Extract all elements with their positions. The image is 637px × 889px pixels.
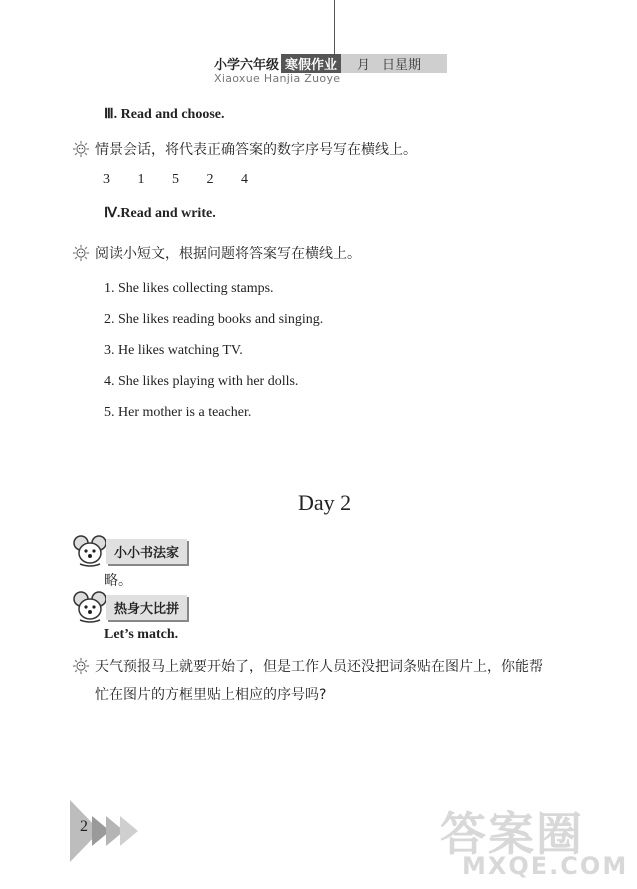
calligraphy-label: 小小书法家 xyxy=(106,539,187,564)
header-homework: 寒假作业 xyxy=(281,54,341,73)
warmup-instruction-line2: 忙在图片的方框里贴上相应的序号吗? xyxy=(95,687,327,703)
mouse-mascot-icon xyxy=(72,534,108,568)
section3-instruction-text: 情景会话，将代表正确答案的数字序号写在横线上。 xyxy=(95,142,417,158)
answer-line-2: 2. She likes reading books and singing. xyxy=(104,312,324,327)
header-pinyin: Xiaoxue Hanjia Zuoye xyxy=(214,72,341,85)
warmup-badge xyxy=(72,590,187,624)
answer-item: 3 xyxy=(103,172,110,187)
watermark: 答案圈 xyxy=(440,807,584,861)
header-day-week: 日星期 xyxy=(382,57,422,73)
header-month: 月 xyxy=(357,57,371,73)
warmup-instruction xyxy=(72,656,543,676)
warmup-title: Let’s match. xyxy=(104,627,179,642)
section4-instruction xyxy=(72,243,361,263)
answer-line-3: 3. He likes watching TV. xyxy=(104,343,243,358)
sun-icon xyxy=(72,140,90,158)
header-grade: 小学六年级 xyxy=(214,57,280,73)
section4-title: Ⅳ.Read and write. xyxy=(104,206,216,221)
section4-instruction-text: 阅读小短文，根据问题将答案写在横线上。 xyxy=(95,246,361,262)
calligraphy-answer: 略。 xyxy=(104,573,132,589)
section3-title: Ⅲ. Read and choose. xyxy=(104,107,225,122)
calligraphy-badge xyxy=(72,534,187,568)
watermark-url: MXQE.COM xyxy=(462,852,629,880)
warmup-label: 热身大比拼 xyxy=(106,595,187,620)
page-number: 2 xyxy=(80,818,88,835)
answer-item: 1 xyxy=(137,172,145,187)
answer-item: 4 xyxy=(241,172,248,187)
mouse-mascot-icon xyxy=(72,590,108,624)
answer-line-1: 1. She likes collecting stamps. xyxy=(104,281,274,296)
answer-item: 2 xyxy=(206,172,214,187)
header-date xyxy=(341,54,447,73)
section3-instruction xyxy=(72,139,417,159)
answer-item: 5 xyxy=(172,172,179,187)
sun-icon xyxy=(72,244,90,262)
day-title: Day 2 xyxy=(298,490,352,515)
sun-icon xyxy=(72,657,90,675)
answer-line-4: 4. She likes playing with her dolls. xyxy=(104,374,299,389)
warmup-instruction-cont xyxy=(95,684,326,704)
header-divider-line xyxy=(334,0,335,54)
answer-line-5: 5. Her mother is a teacher. xyxy=(104,405,252,420)
page-header xyxy=(214,55,447,71)
section3-answers xyxy=(103,172,262,188)
warmup-instruction-line1: 天气预报马上就要开始了，但是工作人员还没把词条贴在图片上，你能帮 xyxy=(95,659,543,675)
